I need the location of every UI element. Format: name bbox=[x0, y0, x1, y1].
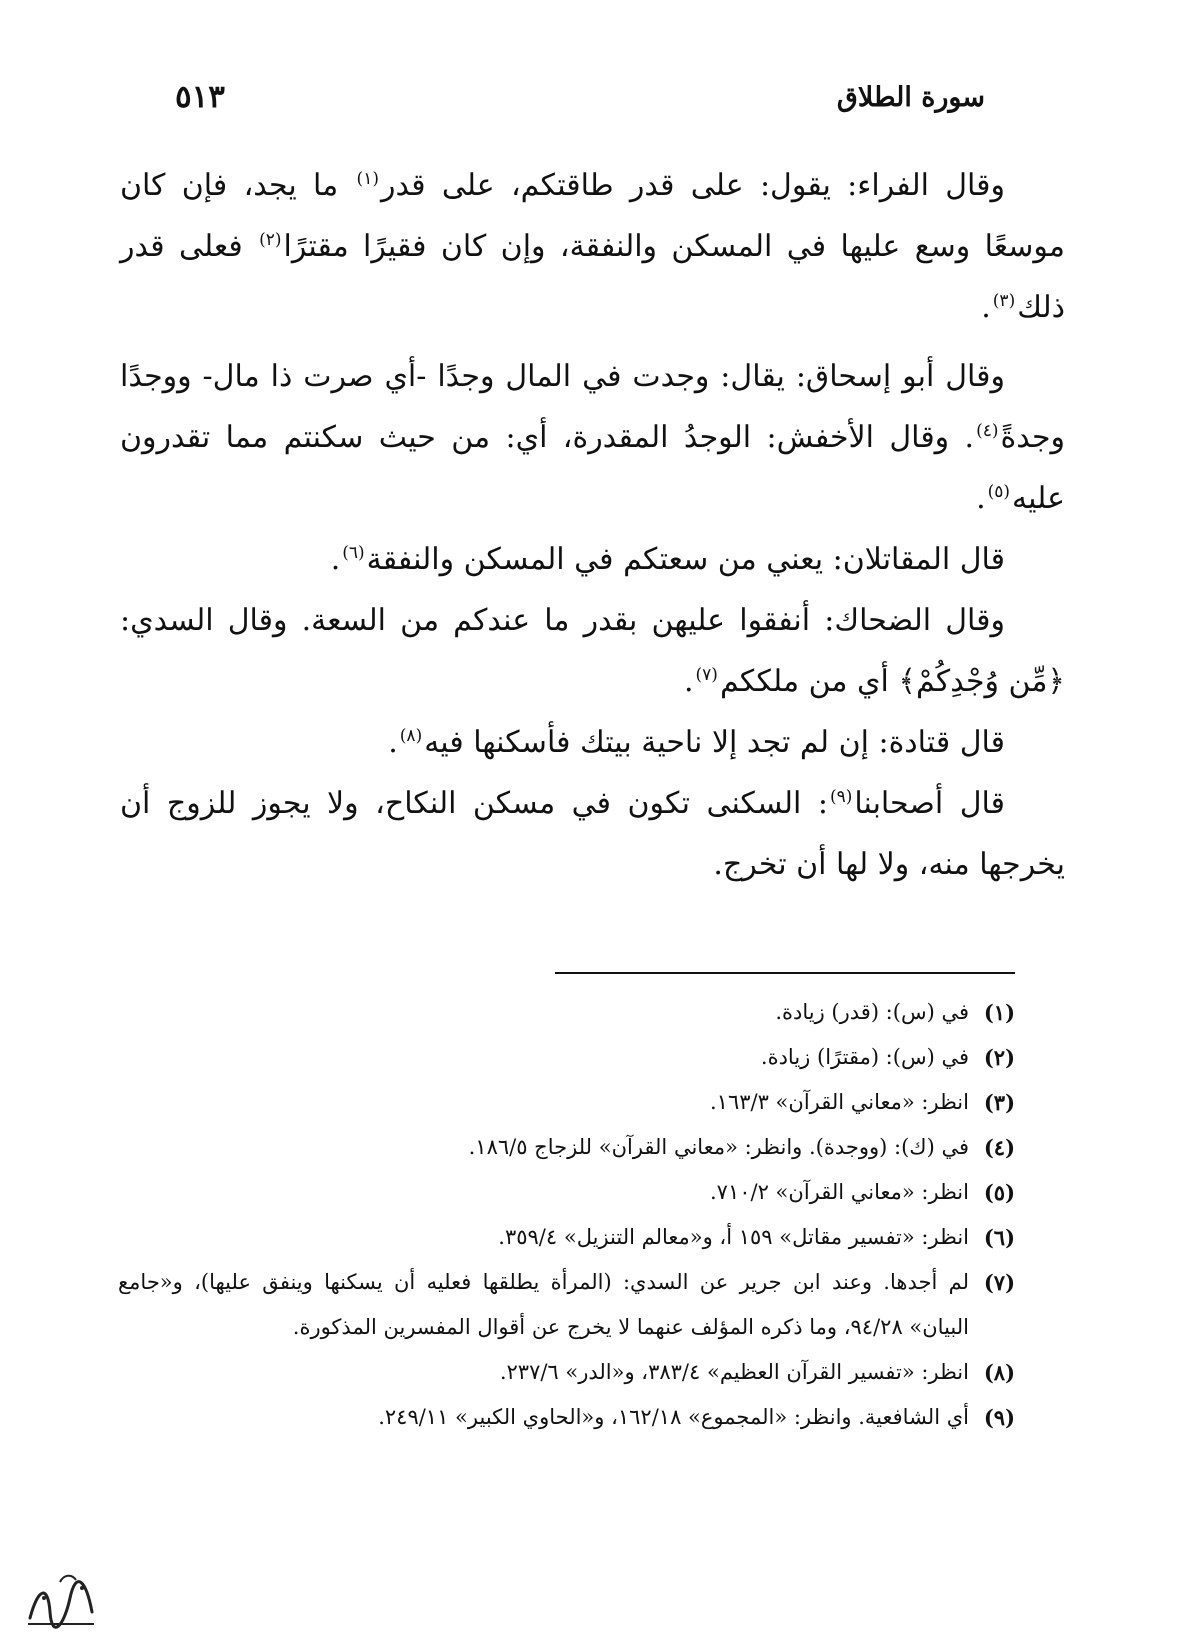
footnotes bbox=[118, 990, 1015, 1440]
footnote-item bbox=[118, 1080, 1015, 1125]
footnote-ref-4[interactable]: (٤) bbox=[976, 421, 999, 441]
footnote-ref-8[interactable]: (٨) bbox=[399, 726, 423, 746]
paragraph-abu-ishaq: وقال أبو إسحاق: يقال: وجدت في المال وجدًا -أي صرت ذا مال- ووجدًا وجدةً$^{(٤)}$. وقال الأخفش: الوجدُ المقدرة، أي: من حيث سكنتم مما تقدرون عليه$^{(٥)}$. bbox=[120, 359, 1065, 516]
footnote-divider bbox=[555, 972, 1015, 974]
footnote-number: (٣) bbox=[983, 1090, 1015, 1115]
footnote-text: انظر: «تفسير مقاتل» ١٥٩ أ، و«معالم التنزيل» ٣٥٩/٤. bbox=[498, 1225, 969, 1249]
footnote-item bbox=[118, 1350, 1015, 1395]
paragraph-farra: وقال الفراء: يقول: على قدر طاقتكم، على قدر$^{(١)}$ ما يجد، فإن كان موسعًا وسع عليها في المسكن والنفقة، وإن كان فقيرًا مقترًا$^{(٢)}$ فعلى قدر ذلك$^{(٣)}$. bbox=[120, 168, 1065, 325]
footnote-number: (٦) bbox=[983, 1225, 1015, 1250]
paragraph-dahhak: وقال الضحاك: أنفقوا عليهن بقدر ما عندكم من السعة. وقال السدي: ﴿مِّن وُجْدِكُمْ﴾ أي من ملككم$^{(٧)}$. bbox=[120, 603, 1065, 699]
footnote-item bbox=[118, 990, 1015, 1035]
footnote-text: أي الشافعية. وانظر: «المجموع» ١٦٢/١٨، و«الحاوي الكبير» ٢٤٩/١١. bbox=[378, 1405, 969, 1429]
footnote-text: انظر: «تفسير القرآن العظيم» ٣٨٣/٤، و«الدر» ٢٣٧/٦. bbox=[499, 1360, 969, 1384]
footnote-ref-9[interactable]: (٩) bbox=[829, 787, 853, 807]
footnote-text: في (س): (قدر) زيادة. bbox=[775, 1000, 969, 1024]
footnote-ref-3[interactable]: (٣) bbox=[992, 291, 1016, 311]
footnote-item bbox=[118, 1125, 1015, 1170]
paragraph-qatada: قال قتادة: إن لم تجد إلا ناحية بيتك فأسكنها فيه$^{(٨)}$. bbox=[388, 725, 1005, 760]
footnote-ref-7[interactable]: (٧) bbox=[695, 665, 718, 685]
footnote-text: انظر: «معاني القرآن» ١٦٣/٣. bbox=[709, 1090, 969, 1114]
footnote-ref-2[interactable]: (٢) bbox=[259, 230, 282, 250]
footnote-item bbox=[118, 1035, 1015, 1080]
footnote-text: انظر: «معاني القرآن» ٧١٠/٢. bbox=[709, 1180, 969, 1204]
footnote-item bbox=[118, 1170, 1015, 1215]
footnote-number: (٢) bbox=[983, 1045, 1015, 1070]
footnote-number: (١) bbox=[983, 1000, 1015, 1025]
footnote-text: لم أجدها. وعند ابن جرير عن السدي: (المرأة يطلقها فعليه أن يسكنها وينفق عليها)، و«جامع البيان» ٩٤/٢٨، وما ذكره المؤلف عنهما لا يخرج عن أقوال المفسرين المذكورة. bbox=[118, 1270, 969, 1339]
body-text bbox=[120, 155, 1065, 895]
footnote-item bbox=[118, 1395, 1015, 1440]
footnote-ref-5[interactable]: (٥) bbox=[987, 482, 1011, 502]
footnote-number: (٩) bbox=[983, 1405, 1015, 1430]
footnote-ref-1[interactable]: (١) bbox=[356, 169, 379, 189]
footnote-item bbox=[118, 1260, 1015, 1350]
page-number: ٥١٣ bbox=[175, 79, 225, 115]
footnote-number: (٥) bbox=[983, 1180, 1015, 1205]
footnote-number: (٤) bbox=[983, 1135, 1015, 1160]
paragraph-muqatilan: قال المقاتلان: يعني من سعتكم في المسكن والنفقة$^{(٦)}$. bbox=[330, 542, 1005, 577]
paragraph-ashabuna: قال أصحابنا$^{(٩)}$: السكنى تكون في مسكن النكاح، ولا يجوز للزوج أن يخرجها منه، ولا لها أن تخرج. bbox=[120, 786, 1065, 882]
footnote-number: (٧) bbox=[983, 1270, 1015, 1295]
footnote-ref-6[interactable]: (٦) bbox=[342, 543, 365, 563]
footnote-text: في (ك): (ووجدة). وانظر: «معاني القرآن» للزجاج ١٨٦/٥. bbox=[468, 1135, 969, 1159]
footnote-text: في (س): (مقترًا) زيادة. bbox=[760, 1045, 969, 1069]
page-header bbox=[175, 72, 985, 122]
footnote-number: (٨) bbox=[983, 1360, 1015, 1385]
running-title: سورة الطلاق bbox=[836, 81, 985, 113]
footnote-item bbox=[118, 1215, 1015, 1260]
almoshaf-calligraphy-logo-icon bbox=[20, 1568, 102, 1632]
